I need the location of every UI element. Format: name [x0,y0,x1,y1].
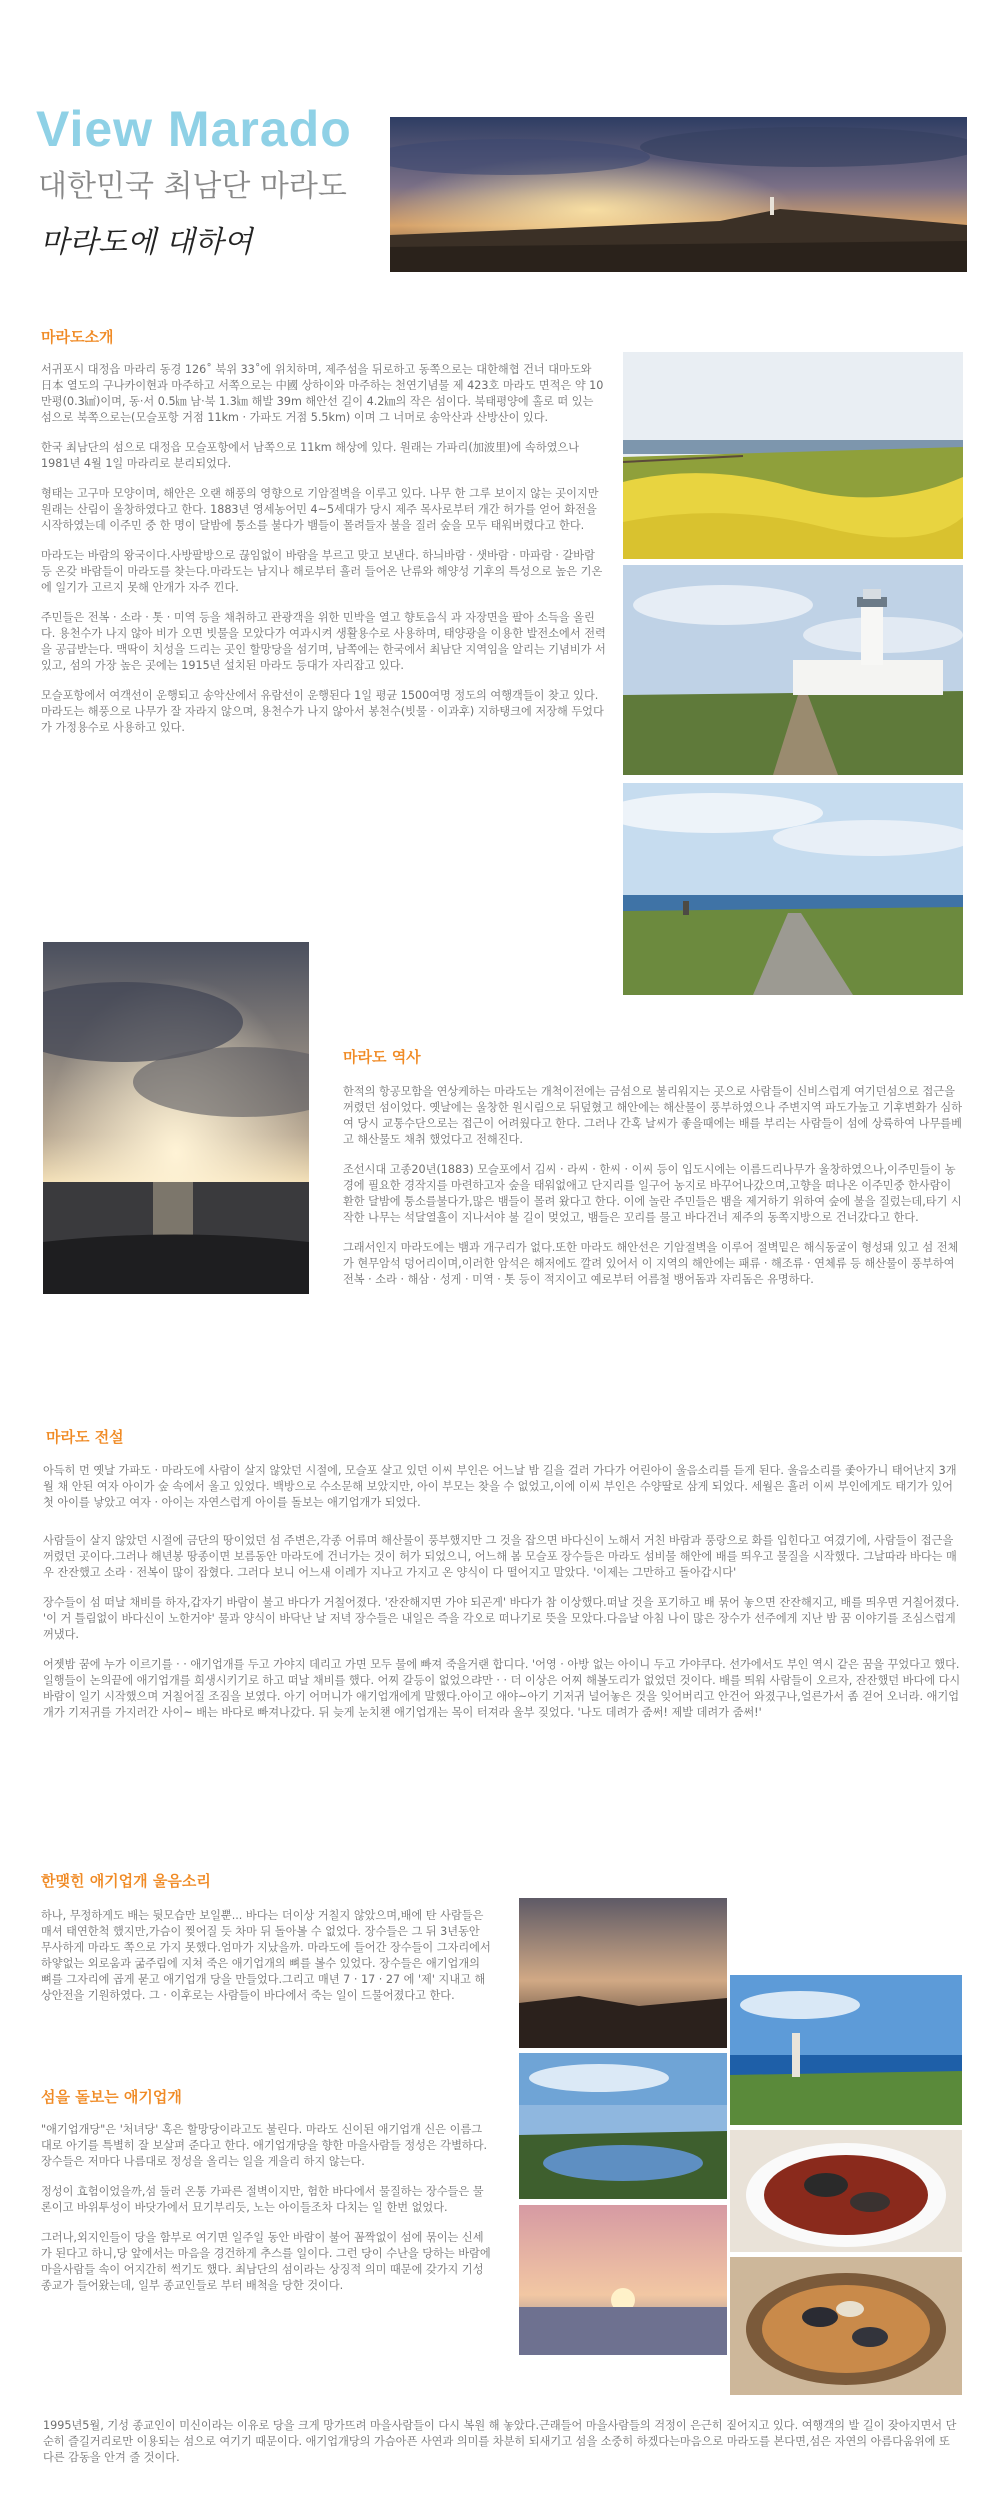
legend-paragraph: 아득히 먼 옛날 가파도 · 마라도에 사람이 살지 않았던 시절에, 모슬포 살고 있던 이씨 부인은 어느날 밤 길을 걸러 가다가 어린아이 울음소리를 듣게 된다. 울음소리를 좇아가니 태어난지 3개월 채 안된 여자 아이가 숲 속에서 울고 있었다. 백방으로 수소문해 보았지만, 아이 부모는 찾을 수 없었고,이에 이씨 부인은 수양딸로 삼게 되었다. 세월은 흘러 이씨 부인에게도 태기가 있어 첫 아이를 낳았고 여자 · 아이는 자연스럽게 아이를 돌보는 애기업개가 되었다. [43,1464,957,1509]
script-caption: 마라도에 대하여 [40,225,253,260]
legend-paragraph: 어젯밤 꿈에 누가 이르기를 · · 애기업개를 두고 가야지 데리고 가면 모두 물에 빠져 죽을거랜 합디다. '어영 · 아방 없는 아이니 두고 가야쿠다. 선가에서도 부인 역시 같은 꿈을 꾸었다고 했다. 일행들이 논의끝에 애기업개를 희생시키기로 하고 떠날 채비를 했다. 어찌 갈등이 없었으랴만 · · 더 이상은 어찌 해볼도리가 없었던 것이다. 배를 띄워 사람들이 오르자, 잔잔했던 바다에 다시 바람이 일기 시작했으며 거칠어질 조짐을 보였다. 아기 어머니가 애기업개에게 말했다.아이고 애야~아기 기저귀 널어놓은 것을 잊어버리고 안건어 와졌구나,얼른가서 좀 걷어 오너라. 애기업개가 기저귀를 가지러간 사이~ 배는 바다로 빠져나갔다. 뒤 늦게 눈치챈 애기업개는 목이 터져라 울부 짖었다. '나도 데려가 줌써! 제발 데려가 줌써!' [43,1658,961,1719]
history-text [343,1084,963,1302]
section-title-legend: 마라도 전설 [46,1428,124,1446]
section-title-history: 마라도 역사 [343,1048,421,1066]
tide-pool-photo [519,2105,727,2199]
history-paragraph: 한적의 항공모함을 연상케하는 마라도는 개척이전에는 금섬으로 불리워지는 곳으로 사람들이 신비스럽게 여기던섬으로 접근을꺼렸던 섬이었다. 옛날에는 울창한 원시림으로 뒤덮혔고 해안에는 해산물이 풍부하였으나 주변지역 파도가높고 기후변화가 심하여 당시 교통수단으로는 접근이 어려웠다고 한다. 그러나 간혹 날씨가 좋을때에는 배를 부리는 사람들이 섬에 상륙하여 나무를베고 해산물도 채취 했었다고 전해진다. [343,1085,963,1146]
closing-paragraph: 1995년5월, 기성 종교인이 미신이라는 이유로 당을 크게 망가뜨려 마을사람들이 다시 복원 해 놓았다.근래들어 마을사람들의 걱정이 은근히 짙어지고 있다. 여행객의 발 길이 잦아지면서 단순히 즐길거리로만 이용되는 섬으로 여기기 때문이다. 애기업개당의 가슴아픈 사연과 의미를 차분히 되새기고 섬을 소중히 하겠다는마음으로 마라도를 본다면,섬은 자연의 아름다움위에 또 다른 감동을 안겨 줄 것이다. [43,2419,957,2464]
sunset-sea-photo [43,942,309,1294]
legend-paragraph: 사람들이 살지 않았던 시절에 금단의 땅이었던 섬 주변은,각종 어류며 해산물이 풍부했지만 그 것을 잡으면 바다신이 노해서 거친 바람과 풍랑으로 화를 입힌다고 여겼기에, 사람들이 접근을 꺼렸던 곳이다.그러나 해년봉 땅종이면 보름동안 마라도에 건너가는 것이 허가 되었으니, 어느해 봄 모슬포 장수들은 마라도 섬비물 해안에 배를 띄우고 물질을 시작했다. 그날따라 바다는 매우 잔잔했고 소라 · 전복이 많이 잡혔다. 그러다 보니 어느새 이레가 지나고 가지고 온 양식이 다 떨어지고 말았다. '이제는 그만하고 돌아갑시다' [43,1534,957,1579]
cry-paragraph: 하나, 무정하게도 배는 뒷모습만 보일뿐... 바다는 더이상 거칠지 않았으며,배에 탄 사람들은 매셔 태연한척 했지만,가슴이 찢어질 듯 차마 뒤 돌아볼 수 없었다. 장수들은 그 뒤 3년동안 무사하게 마라도 쪽으로 가지 못했다.엄마가 지났을까. 마라도에 들어간 장수들이 그자리에서 하얗없는 외로움과 굶주림에 지쳐 죽은 애기업개의 뼈를 볼수 있었다. 장수들은 애기업개의 뼈를 그자리에 곱게 묻고 애기업개 당을 만들었다.그리고 매년 7 · 17 · 27 에 '제' 지내고 해상안전을 기원하였다. 그 · 이후로는 사람들이 바다에서 죽는 일이 드물어졌다고 한다. [41,1909,491,2002]
section-title-guardian: 섬을 돌보는 애기업개 [41,2088,182,2106]
page-title: View Marado [36,101,352,157]
intro-text [41,362,606,750]
hero-panorama-photo [390,117,967,272]
guardian-paragraph: 정성이 효험이었을까,섬 둘러 온통 가파른 절벽이지만, 험한 바다에서 물질하는 장수들은 물론이고 바위투성이 바닷가에서 묘기부리듯, 노는 아이들조차 다치는 일 한번 없었다. [41,2185,484,2214]
intro-paragraph: 마라도는 바람의 왕국이다.사방팔방으로 끊임없이 바람을 부르고 맞고 보낸다. 하늬바람 · 샛바람 · 마파람 · 갈바람 등 온갖 바람들이 마라도를 찾는다.마라도는 남지나 해로부터 흘러 들어온 난류와 해양성 기후의 특성으로 높은 기온에 일기가 고르지 못해 안개가 자주 낀다. [41,549,603,594]
guardian-paragraph: 그러나,외지인들이 당을 함부로 여기면 일주일 동안 바람이 불어 꼼짝없이 섬에 묶이는 신세가 된다고 하니,당 앞에서는 마음을 경건하게 추스를 일이다. 그런 당이 수난을 당하는 바람에 마을사람들 속이 어지간히 썩기도 했다. 최남단의 섬이라는 상징적 의미 때문에 갖가지 기성종교가 들어왔는데, 일부 종교인들로 부터 배척을 당한 것이다. [41,2231,491,2292]
monument-sea-photo [730,1975,962,2125]
history-paragraph: 조선시대 고종20년(1883) 모슬포에서 김씨 · 라씨 · 한씨 · 이씨 등이 입도시에는 이름드리나무가 울창하였으나,이주민들이 농경에 필요한 경작지를 마련하고자 숲을 태워없애고 단지리를 일구어 농지로 바꾸어나갔으며,고향을 떠나온 이주민중 한사람이 환한 달밤에 퉁소를불다가,많은 뱀들이 몰려 왔다고 한다. 이에 놀란 주민들은 뱀을 제거하기 위하여 숲에 불을 질렀는데,타기 시작한 나무는 석달열흘이 지나서야 불 길이 멎었고, 뱀들은 꼬리를 물고 바다건너 제주의 동쪽지방으로 건너갔다고 한다. [343,1163,962,1224]
page-subtitle: 대한민국 최남단 마라도 [38,169,347,204]
intro-paragraph: 한국 최남단의 섬으로 대정읍 모슬포항에서 남쪽으로 11km 해상에 있다. 원래는 가파리(加波里)에 속하였으나 1981년 4월 1일 마라리로 분리되었다. [41,441,580,470]
closing-text [43,2418,963,2480]
dusk-rocks-photo [519,1898,727,2048]
mussel-soup-photo [730,2257,962,2395]
history-paragraph: 그래서인지 마라도에는 뱀과 개구리가 없다.또한 마라도 해안선은 기암절벽을 이루어 절벽밑은 해식동굴이 형성돼 있고 섬 전체가 현무암석 덩어리이며,이러한 암석은 해저에도 깔려 있어서 이 지역의 해안에는 패류 · 해조류 · 연체류 등 해산물이 풍부하여 전복 · 소라 · 해삼 · 성게 · 미역 · 톳 등이 적지이고 예로부터 어름철 뱅어돔과 자리돔은 유명하다. [343,1241,959,1286]
guardian-paragraph: "애기업개당"은 '처녀당' 혹은 할망당이라고도 불린다. 마라도 신이된 애기업개 신은 이름그대로 아기를 특별히 잘 보살펴 준다고 한다. 애기업개당을 향한 마을사람들 정성은 각별하다.장수들은 저마다 나름대로 정성을 올리는 일을 게을리 하지 않는다. [41,2123,488,2168]
seafood-noodle-bowl-photo [730,2130,962,2252]
intro-paragraph: 서귀포시 대정읍 마라리 동경 126˚ 북위 33˚에 위치하며, 제주섬을 뒤로하고 동쪽으로는 대한해협 건너 대마도와 日本 열도의 구나카이현과 마주하고 서쪽으로는 中國 상하이와 마주하는 천연기념물 제 423호 마라도 면적은 약 10만평(0.3㎢)이며, 동·서 0.5㎞ 남·북 1.3㎞ 해발 39m 해안선 길이 4.2㎞의 작은 섬이다. 북태평양에 홀로 떠 있는 섬으로 북쪽으로는(모슬포항 거점 11km · 가파도 거점 5.5km) 이며 그 너머로 송악산과 산방산이 있다. [41,363,604,424]
intro-paragraph: 주민들은 전복 · 소라 · 톳 · 미역 등을 채취하고 관광객을 위한 민박을 열고 향토음식 과 자장면을 팔아 소득을 올린다. 용천수가 나지 않아 비가 오면 빗물을 모았다가 여과시켜 생활용수로 사용하며, 태양광을 이용한 발전소에서 전력을 공급받는다. 맥딱이 치성을 드리는 곳인 할망당을 섬기며, 남쪽에는 한국에서 최남단 지역임을 알리는 기념비가 서 있고, 섬의 가장 높은 곳에는 1915년 설치된 마라도 등대가 자리잡고 있다. [41,611,606,672]
legend-paragraph: 장수들이 섬 떠날 채비를 하자,갑자기 바람이 불고 바다가 거칠어졌다. '잔잔해지면 가야 되곤게' 바다가 참 이상했다.떠날 것을 포기하고 배 묶어 놓으면 잔잔해지고, 배를 띄우면 거칠어졌다. '이 거 틀림없이 바다신이 노한거야' 물과 양식이 바닥난 날 저녁 장수들은 내일은 즉을 각오로 떠나기로 뜻을 모았다.다음날 아침 나이 많은 장수가 선주에게 지난 밤 꿈 이야기를 조심스럽게 꺼냈다. [43,1596,960,1641]
pink-sunset-photo [519,2205,727,2355]
section-title-cry: 한맺힌 애기업개 울음소리 [41,1872,211,1890]
intro-paragraph: 모슬포항에서 여객선이 운행되고 송악산에서 유람선이 운행된다 1일 평균 1500여명 정도의 여행객들이 찾고 있다. 마라도는 해풍으로 나무가 잘 자라지 않으며, 용천수가 나지 않아서 봉천수(빗물 · 이과후) 지하탱크에 저장해 두었다가 가정용수로 사용하고 있다. [41,689,604,734]
guardian-text [41,2122,491,2308]
yellow-flower-field-photo [623,352,963,559]
intro-paragraph: 형태는 고구마 모양이며, 해안은 오랜 해풍의 영향으로 기암절벽을 이루고 있다. 나무 한 그루 보이지 않는 곳이지만 원래는 산림이 울창하였다고 한다. 1883년 영세농어민 4~5세대가 당시 제주 목사로부터 개간 허가를 얻어 화전을 시작하였는데 이주민 중 한 명이 달밤에 퉁소를 불다가 뱀들이 몰려들자 불을 질러 숲을 모두 태워버렸다고 한다. [41,487,599,532]
legend-text [43,1463,963,1735]
cry-text [41,1908,491,2018]
marado-lighthouse-photo [623,565,963,775]
coastal-path-photo [623,783,963,995]
section-title-intro: 마라도소개 [41,328,114,346]
